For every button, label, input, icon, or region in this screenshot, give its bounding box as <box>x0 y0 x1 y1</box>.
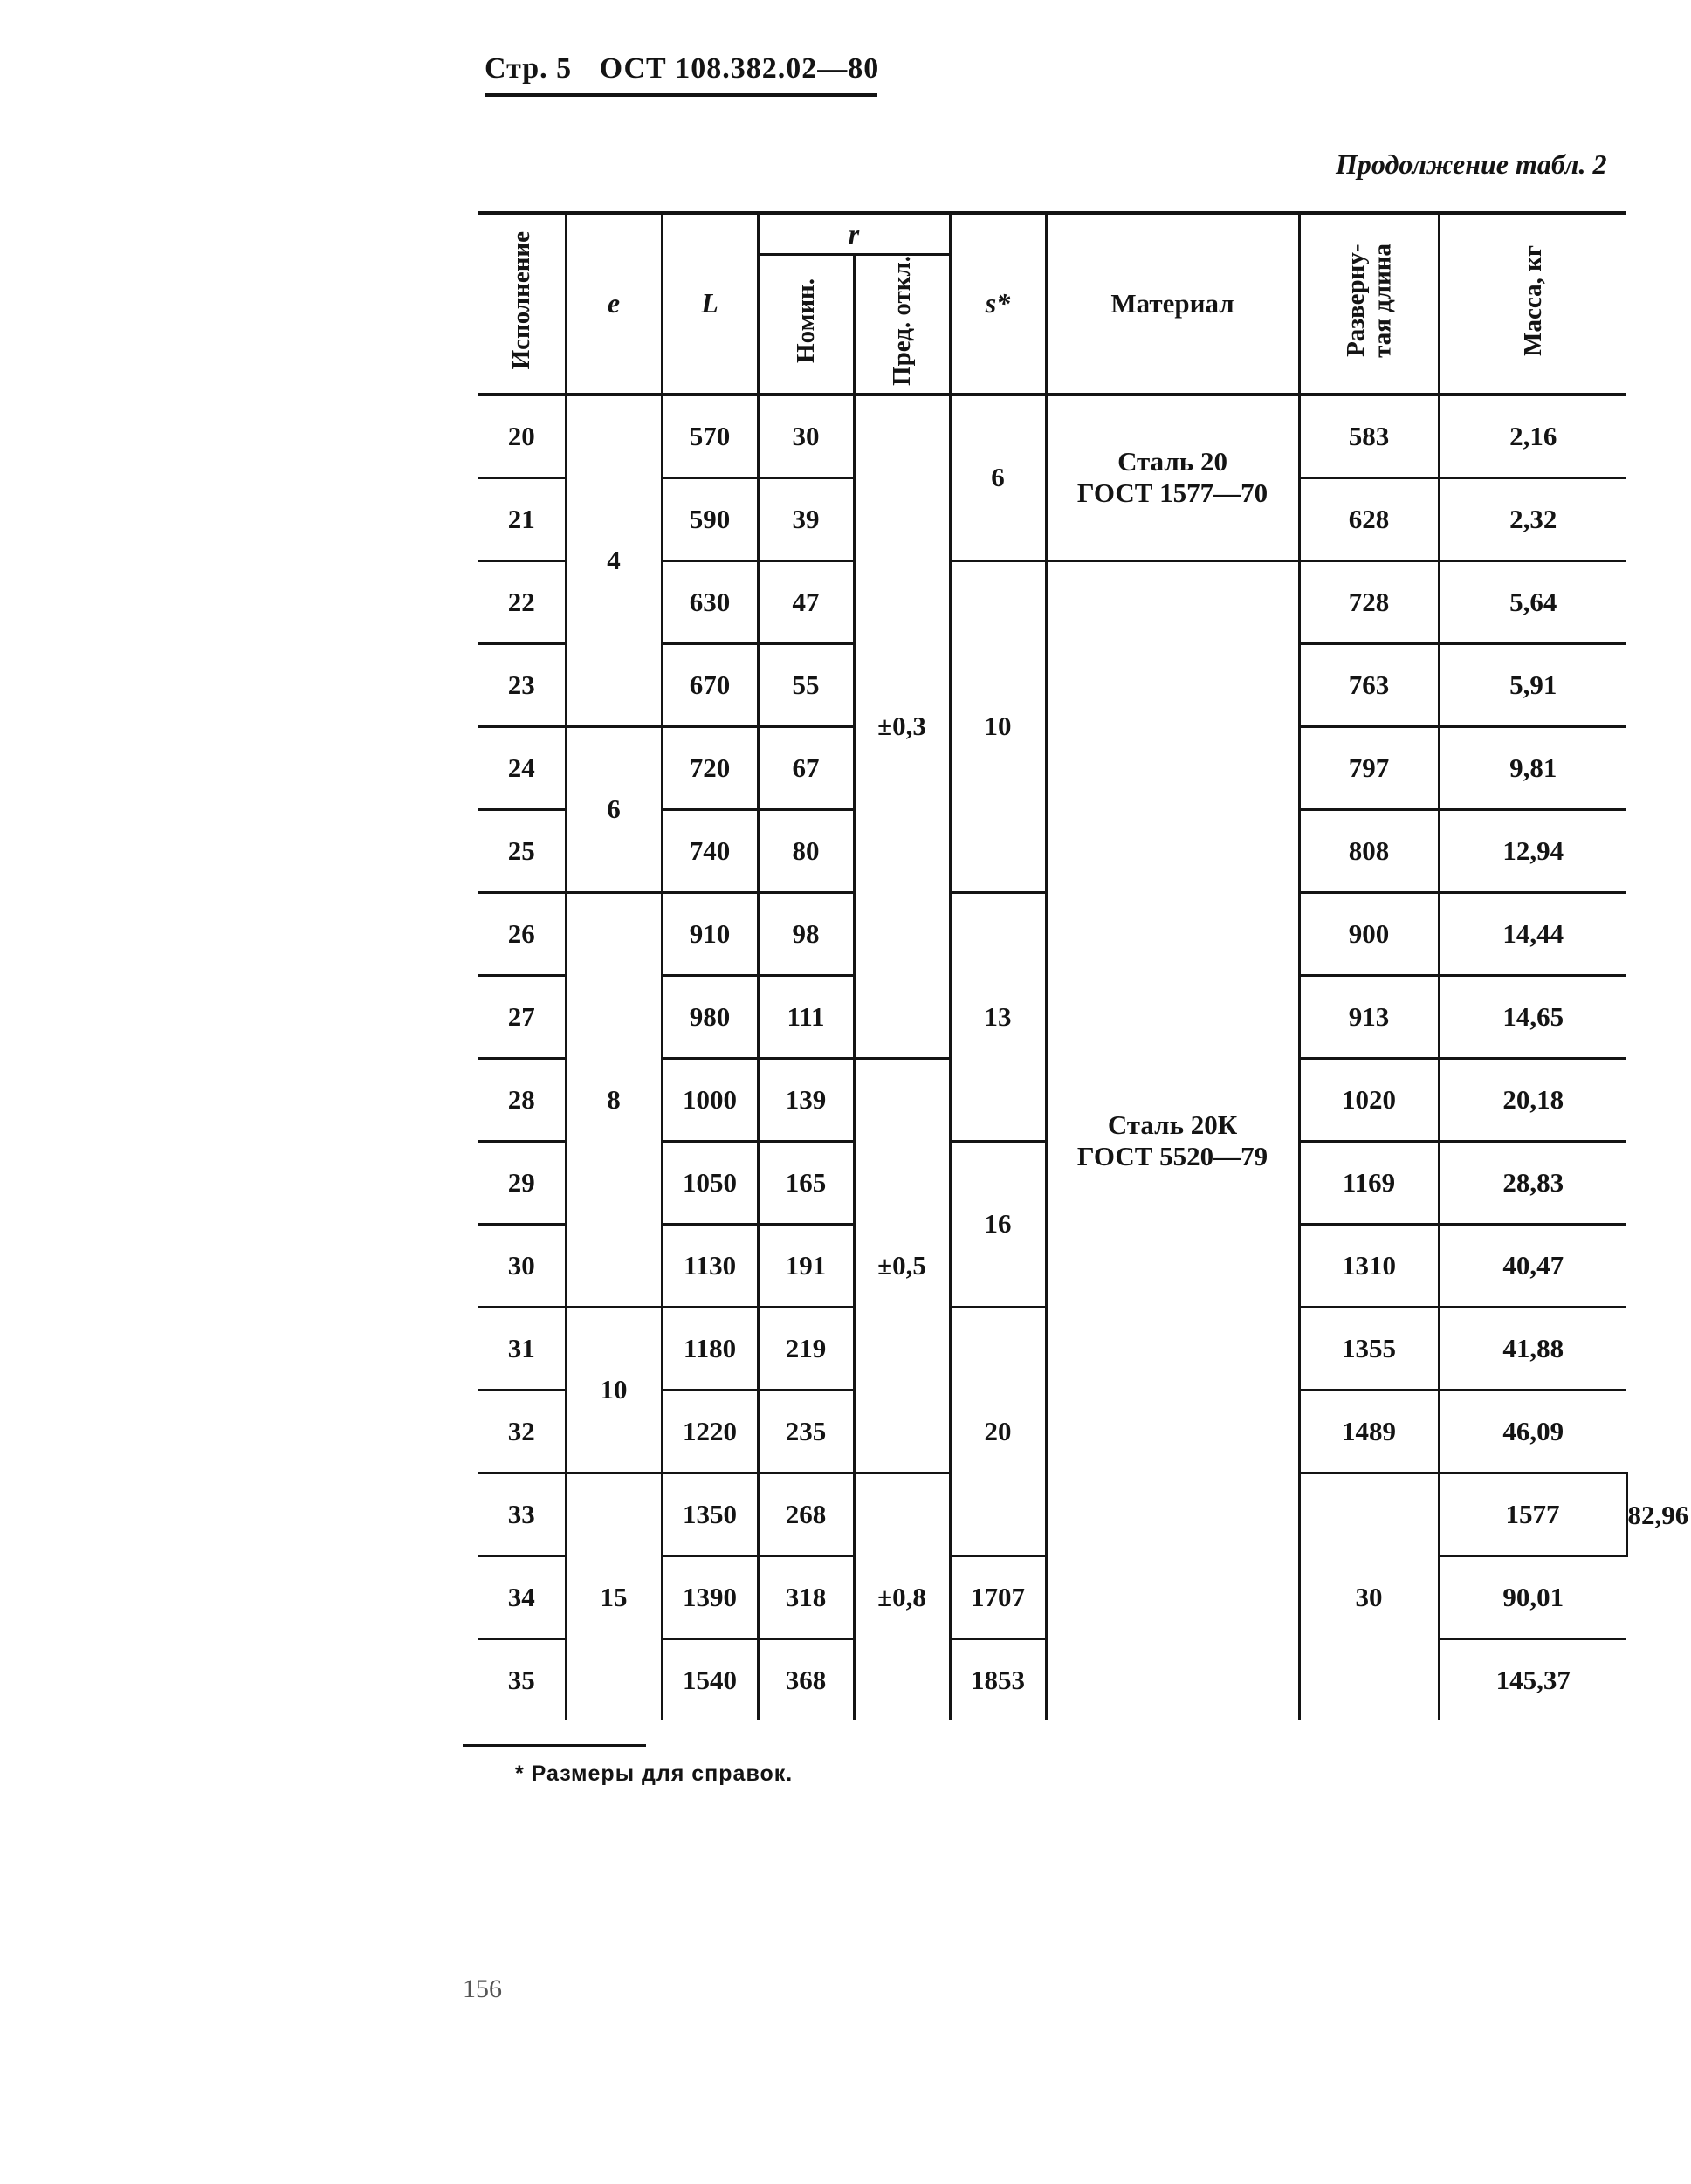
page-label: Стр. 5 <box>485 52 573 85</box>
cell-L: 1180 <box>662 1307 758 1390</box>
cell-developed-length: 1707 <box>950 1556 1046 1638</box>
cell-r-nominal: 67 <box>758 726 854 809</box>
cell-e: 10 <box>566 1307 662 1473</box>
cell-r-nominal: 55 <box>758 643 854 726</box>
cell-mass: 2,16 <box>1439 395 1626 478</box>
cell-execution: 24 <box>478 726 566 809</box>
cell-mass: 28,83 <box>1439 1141 1626 1224</box>
cell-r-nominal: 47 <box>758 560 854 643</box>
cell-L: 740 <box>662 809 758 892</box>
cell-developed-length: 1577 <box>1439 1473 1626 1556</box>
material-standard: ГОСТ 5520—79 <box>1076 1141 1268 1172</box>
page-number: 156 <box>463 1975 502 2003</box>
cell-r-tolerance: ±0,5 <box>854 1058 950 1473</box>
material-name: Сталь 20 <box>1117 446 1227 477</box>
cell-r-nominal: 39 <box>758 477 854 560</box>
cell-execution: 31 <box>478 1307 566 1390</box>
cell-developed-length: 763 <box>1299 643 1439 726</box>
col-header-execution: Исполнение <box>478 213 566 395</box>
cell-execution: 30 <box>478 1224 566 1307</box>
cell-L: 1220 <box>662 1390 758 1473</box>
cell-r-nominal: 318 <box>758 1556 854 1638</box>
cell-developed-length: 728 <box>1299 560 1439 643</box>
cell-mass: 14,65 <box>1439 975 1626 1058</box>
cell-developed-length: 1020 <box>1299 1058 1439 1141</box>
cell-s: 6 <box>950 395 1046 561</box>
col-header-mass: Масса, кг <box>1439 213 1626 395</box>
cell-e: 8 <box>566 892 662 1307</box>
table-caption: Продолжение табл. 2 <box>1336 148 1607 180</box>
col-header-material: Материал <box>1046 213 1299 395</box>
cell-L: 630 <box>662 560 758 643</box>
cell-e: 6 <box>566 726 662 892</box>
cell-mass: 9,81 <box>1439 726 1626 809</box>
cell-execution: 26 <box>478 892 566 975</box>
cell-material <box>1046 395 1299 561</box>
cell-e: 4 <box>566 395 662 727</box>
cell-L: 1050 <box>662 1141 758 1224</box>
cell-developed-length: 1169 <box>1299 1141 1439 1224</box>
cell-r-nominal: 165 <box>758 1141 854 1224</box>
cell-developed-length: 913 <box>1299 975 1439 1058</box>
cell-mass: 5,91 <box>1439 643 1626 726</box>
cell-execution: 29 <box>478 1141 566 1224</box>
cell-execution: 25 <box>478 809 566 892</box>
cell-execution: 32 <box>478 1390 566 1473</box>
col-header-e: e <box>566 213 662 395</box>
page-header <box>485 52 898 86</box>
cell-mass: 20,18 <box>1439 1058 1626 1141</box>
cell-r-nominal: 268 <box>758 1473 854 1556</box>
cell-r-nominal: 80 <box>758 809 854 892</box>
cell-mass: 145,37 <box>1439 1638 1626 1720</box>
cell-r-tolerance: ±0,3 <box>854 395 950 1059</box>
cell-s: 16 <box>950 1141 1046 1307</box>
cell-mass: 12,94 <box>1439 809 1626 892</box>
cell-s: 13 <box>950 892 1046 1141</box>
cell-s: 30 <box>1299 1473 1439 1720</box>
cell-r-nominal: 111 <box>758 975 854 1058</box>
cell-execution: 20 <box>478 395 566 478</box>
header-rule <box>485 93 877 97</box>
col-header-r-nominal: Номин. <box>758 255 854 395</box>
cell-r-nominal: 368 <box>758 1638 854 1720</box>
cell-material <box>1046 560 1299 1720</box>
cell-mass: 90,01 <box>1439 1556 1626 1638</box>
cell-execution: 23 <box>478 643 566 726</box>
col-header-developed-length: Разверну- тая длина <box>1299 213 1439 395</box>
cell-L: 1350 <box>662 1473 758 1556</box>
cell-r-tolerance: ±0,8 <box>854 1473 950 1720</box>
cell-developed-length: 1489 <box>1299 1390 1439 1473</box>
cell-mass: 40,47 <box>1439 1224 1626 1307</box>
footnote-rule <box>463 1744 646 1747</box>
cell-L: 570 <box>662 395 758 478</box>
material-standard: ГОСТ 1577—70 <box>1076 477 1268 509</box>
col-header-r: r <box>758 213 950 255</box>
cell-execution: 22 <box>478 560 566 643</box>
col-header-L: L <box>662 213 758 395</box>
standard-number: ОСТ 108.382.02—80 <box>599 52 880 85</box>
cell-L: 1390 <box>662 1556 758 1638</box>
cell-execution: 35 <box>478 1638 566 1720</box>
cell-developed-length: 900 <box>1299 892 1439 975</box>
cell-r-nominal: 30 <box>758 395 854 478</box>
cell-developed-length: 797 <box>1299 726 1439 809</box>
cell-mass: 5,64 <box>1439 560 1626 643</box>
col-header-s: s* <box>950 213 1046 395</box>
cell-r-nominal: 139 <box>758 1058 854 1141</box>
cell-L: 1000 <box>662 1058 758 1141</box>
cell-developed-length: 808 <box>1299 809 1439 892</box>
cell-L: 670 <box>662 643 758 726</box>
cell-execution: 34 <box>478 1556 566 1638</box>
cell-execution: 33 <box>478 1473 566 1556</box>
table-row <box>478 395 1626 478</box>
cell-execution: 21 <box>478 477 566 560</box>
cell-r-nominal: 98 <box>758 892 854 975</box>
cell-developed-length: 1853 <box>950 1638 1046 1720</box>
cell-L: 720 <box>662 726 758 809</box>
cell-s: 20 <box>950 1307 1046 1556</box>
dimensions-table <box>478 211 1689 1720</box>
cell-L: 590 <box>662 477 758 560</box>
cell-L: 1540 <box>662 1638 758 1720</box>
cell-s: 10 <box>950 560 1046 892</box>
col-header-r-tolerance: Пред. откл. <box>854 255 950 395</box>
footnote: * Размеры для справок. <box>515 1762 794 1786</box>
cell-L: 980 <box>662 975 758 1058</box>
cell-developed-length: 1310 <box>1299 1224 1439 1307</box>
cell-developed-length: 583 <box>1299 395 1439 478</box>
cell-L: 1130 <box>662 1224 758 1307</box>
cell-developed-length: 628 <box>1299 477 1439 560</box>
cell-mass: 2,32 <box>1439 477 1626 560</box>
material-name: Сталь 20К <box>1107 1109 1238 1141</box>
cell-execution: 27 <box>478 975 566 1058</box>
cell-mass: 41,88 <box>1439 1307 1626 1390</box>
cell-r-nominal: 191 <box>758 1224 854 1307</box>
cell-developed-length: 1355 <box>1299 1307 1439 1390</box>
cell-L: 910 <box>662 892 758 975</box>
cell-e: 15 <box>566 1473 662 1720</box>
cell-r-nominal: 235 <box>758 1390 854 1473</box>
table-row: 33 15 1350 268 ±0,8 30 1577 82,96 <box>478 1473 1626 1556</box>
cell-r-nominal: 219 <box>758 1307 854 1390</box>
cell-mass: 14,44 <box>1439 892 1626 975</box>
cell-execution: 28 <box>478 1058 566 1141</box>
cell-mass: 46,09 <box>1439 1390 1626 1473</box>
